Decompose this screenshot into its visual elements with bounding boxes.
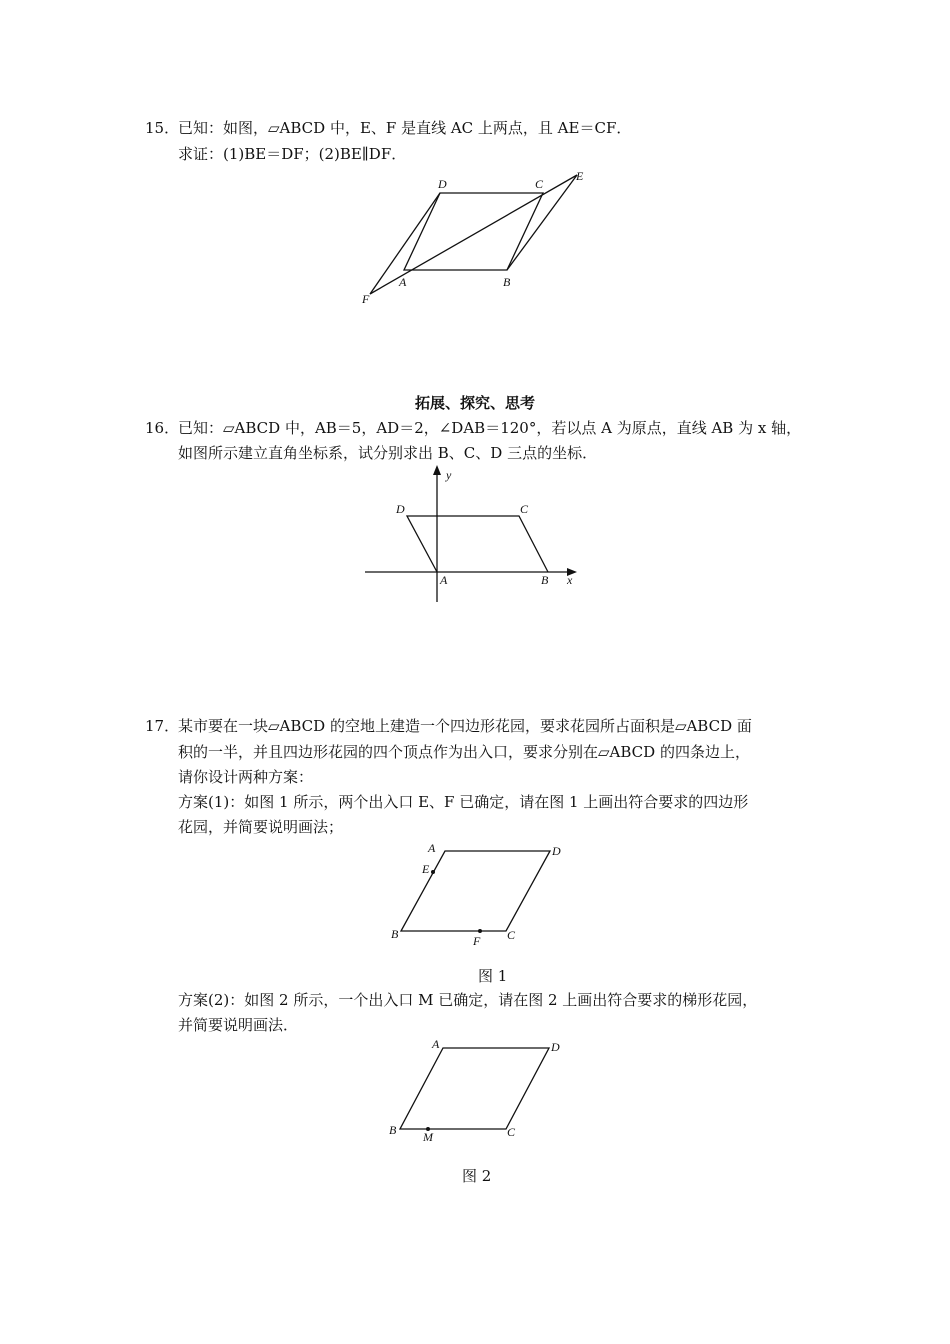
p16-label-x: x <box>567 573 573 587</box>
figure-1 <box>391 841 561 948</box>
p17-plan2-line2: 并简要说明画法． <box>178 1016 299 1034</box>
parallelogram-abcd <box>404 193 543 270</box>
fig1-label-d: D <box>552 844 561 858</box>
fig1-label-c: C <box>507 928 516 942</box>
fig1-label-a: A <box>428 841 436 855</box>
fig2-parallelogram <box>400 1048 549 1129</box>
fig2-caption: 图 2 <box>462 1167 492 1185</box>
p17-line3: 请你设计两种方案： <box>178 768 314 786</box>
p15-label-a: A <box>399 275 407 289</box>
p16-label-y: y <box>446 468 452 482</box>
p16-label-b: B <box>541 573 549 587</box>
fig1-label-b: B <box>391 927 399 941</box>
fig1-point-f <box>478 929 482 933</box>
p16-line1: 已知：▱ABCD 中，AB＝5，AD＝2，∠DAB＝120°，若以点 A 为原点，直线 AB 为 x 轴， <box>178 419 802 437</box>
p15-label-c: C <box>535 177 544 191</box>
fig2-label-d: D <box>551 1040 560 1054</box>
fig2-label-b: B <box>389 1123 397 1137</box>
p16-number: 16． <box>145 419 180 437</box>
parallelogram-abcd-coords <box>407 516 548 572</box>
fig2-label-c: C <box>507 1125 516 1139</box>
p17-plan1-line2: 花园，并简要说明画法； <box>178 818 344 836</box>
p16-label-d: D <box>396 502 405 516</box>
p17-line2: 积的一半，并且四边形花园的四个顶点作为出入口，要求分别在▱ABCD 的四条边上， <box>178 743 750 761</box>
fig1-caption: 图 1 <box>478 967 508 985</box>
p17-plan2-line1: 方案(2)：如图 2 所示，一个出入口 M 已确定，请在图 2 上画出符合要求的梯形花园， <box>178 991 758 1009</box>
fig1-point-e <box>431 870 435 874</box>
fig1-label-e: E <box>422 862 430 876</box>
fig2-label-m: M <box>423 1130 433 1144</box>
figure-p15 <box>361 169 584 306</box>
p16-label-a: A <box>440 573 448 587</box>
p15-label-b: B <box>503 275 511 289</box>
figure-2 <box>389 1037 560 1144</box>
p16-line2: 如图所示建立直角坐标系，试分别求出 B、C、D 三点的坐标． <box>178 444 598 462</box>
p17-line1: 某市要在一块▱ABCD 的空地上建造一个四边形花园，要求花园所占面积是▱ABCD 面 <box>178 717 752 735</box>
section-heading: 拓展、探究、思考 <box>414 394 535 412</box>
figure-p16 <box>365 465 577 602</box>
p17-number: 17． <box>145 717 180 735</box>
y-axis-arrow <box>433 465 441 475</box>
fig2-label-a: A <box>432 1037 440 1051</box>
p15-line1: 已知：如图，▱ABCD 中，E、F 是直线 AC 上两点，且 AE＝CF． <box>178 119 632 137</box>
p15-label-e: E <box>576 169 584 183</box>
p16-label-c: C <box>520 502 529 516</box>
p15-label-f: F <box>362 292 370 306</box>
p15-label-d: D <box>438 177 447 191</box>
p15-number: 15． <box>145 119 180 137</box>
p15-line2: 求证：(1)BE＝DF；(2)BE∥DF． <box>178 145 407 163</box>
p17-plan1-line1: 方案(1)：如图 1 所示，两个出入口 E、F 已确定，请在图 1 上画出符合要求的四边形 <box>178 793 749 811</box>
fig1-label-f: F <box>473 934 481 948</box>
